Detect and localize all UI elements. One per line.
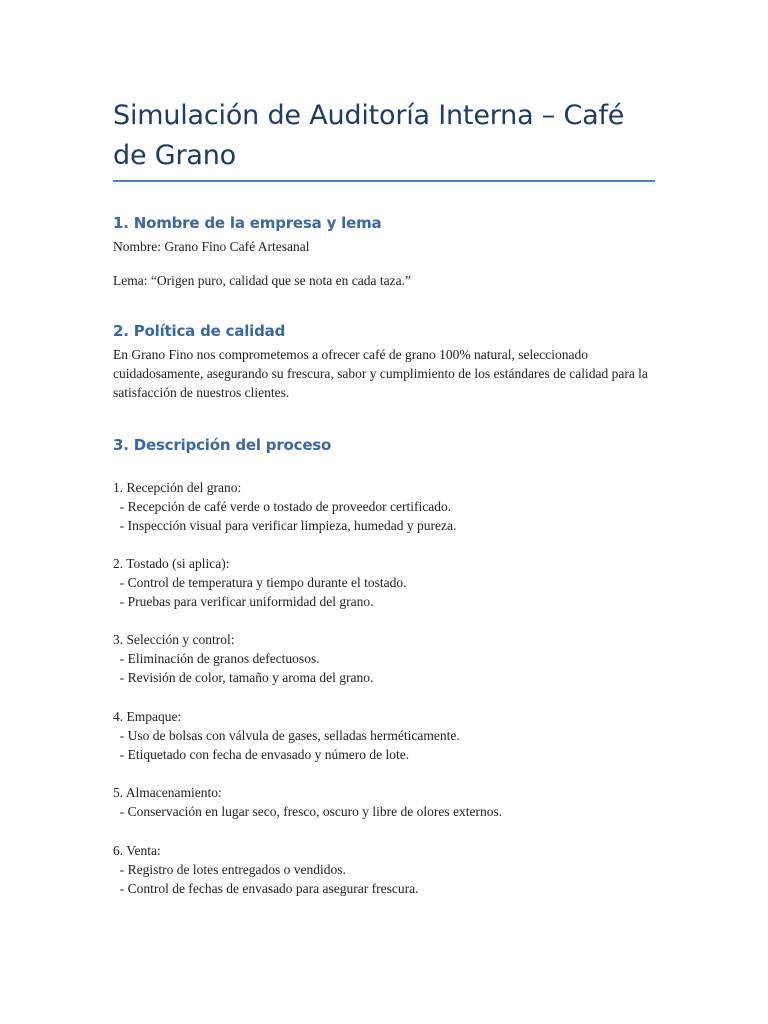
section-heading-company: 1. Nombre de la empresa y lema	[113, 214, 382, 232]
process-step-title: 6. Venta:	[113, 843, 161, 858]
process-step-title: 2. Tostado (si aplica):	[113, 556, 230, 571]
process-step-item: - Registro de lotes entregados o vendidos.	[113, 862, 346, 877]
process-step-title: 4. Empaque:	[113, 709, 182, 724]
process-step-item: - Eliminación de granos defectuosos.	[113, 651, 320, 666]
process-step	[113, 707, 655, 764]
process-step-item: - Revisión de color, tamaño y aroma del grano.	[113, 670, 374, 685]
process-step	[113, 841, 655, 898]
company-motto-line: Lema: “Origen puro, calidad que se nota en cada taza.”	[113, 273, 411, 288]
process-step-item: - Uso de bolsas con válvula de gases, selladas herméticamente.	[113, 728, 460, 743]
process-step-item: - Control de fechas de envasado para asegurar frescura.	[113, 881, 419, 896]
process-step-item: - Inspección visual para verificar limpieza, humedad y pureza.	[113, 518, 457, 533]
process-step-item: - Control de temperatura y tiempo durante el tostado.	[113, 575, 407, 590]
process-step	[113, 630, 655, 687]
process-step-title: 5. Almacenamiento:	[113, 785, 222, 800]
process-step	[113, 783, 655, 821]
process-step-item: - Etiquetado con fecha de envasado y número de lote.	[113, 747, 410, 762]
company-name-line: Nombre: Grano Fino Café Artesanal	[113, 239, 310, 254]
process-step	[113, 554, 655, 611]
process-step-title: 1. Recepción del grano:	[113, 480, 242, 495]
process-step-item: - Pruebas para verificar uniformidad del grano.	[113, 594, 374, 609]
section-heading-quality-policy: 2. Política de calidad	[113, 322, 286, 340]
title-divider	[113, 180, 655, 182]
process-step-item: - Conservación en lugar seco, fresco, oscuro y libre de olores externos.	[113, 804, 503, 819]
section-heading-process: 3. Descripción del proceso	[113, 436, 332, 454]
process-step-item: - Recepción de café verde o tostado de proveedor certificado.	[113, 499, 452, 514]
document-title: Simulación de Auditoría Interna – Café de Grano	[113, 100, 625, 171]
process-step-title: 3. Selección y control:	[113, 632, 235, 647]
process-step	[113, 478, 655, 535]
quality-policy-text: En Grano Fino nos comprometemos a ofrecer café de grano 100% natural, seleccionado cuidadosamente, asegurando su frescura, sabor y cumplimiento de los estándares de calidad para la satisfacción de nuestros clientes.	[113, 347, 648, 400]
